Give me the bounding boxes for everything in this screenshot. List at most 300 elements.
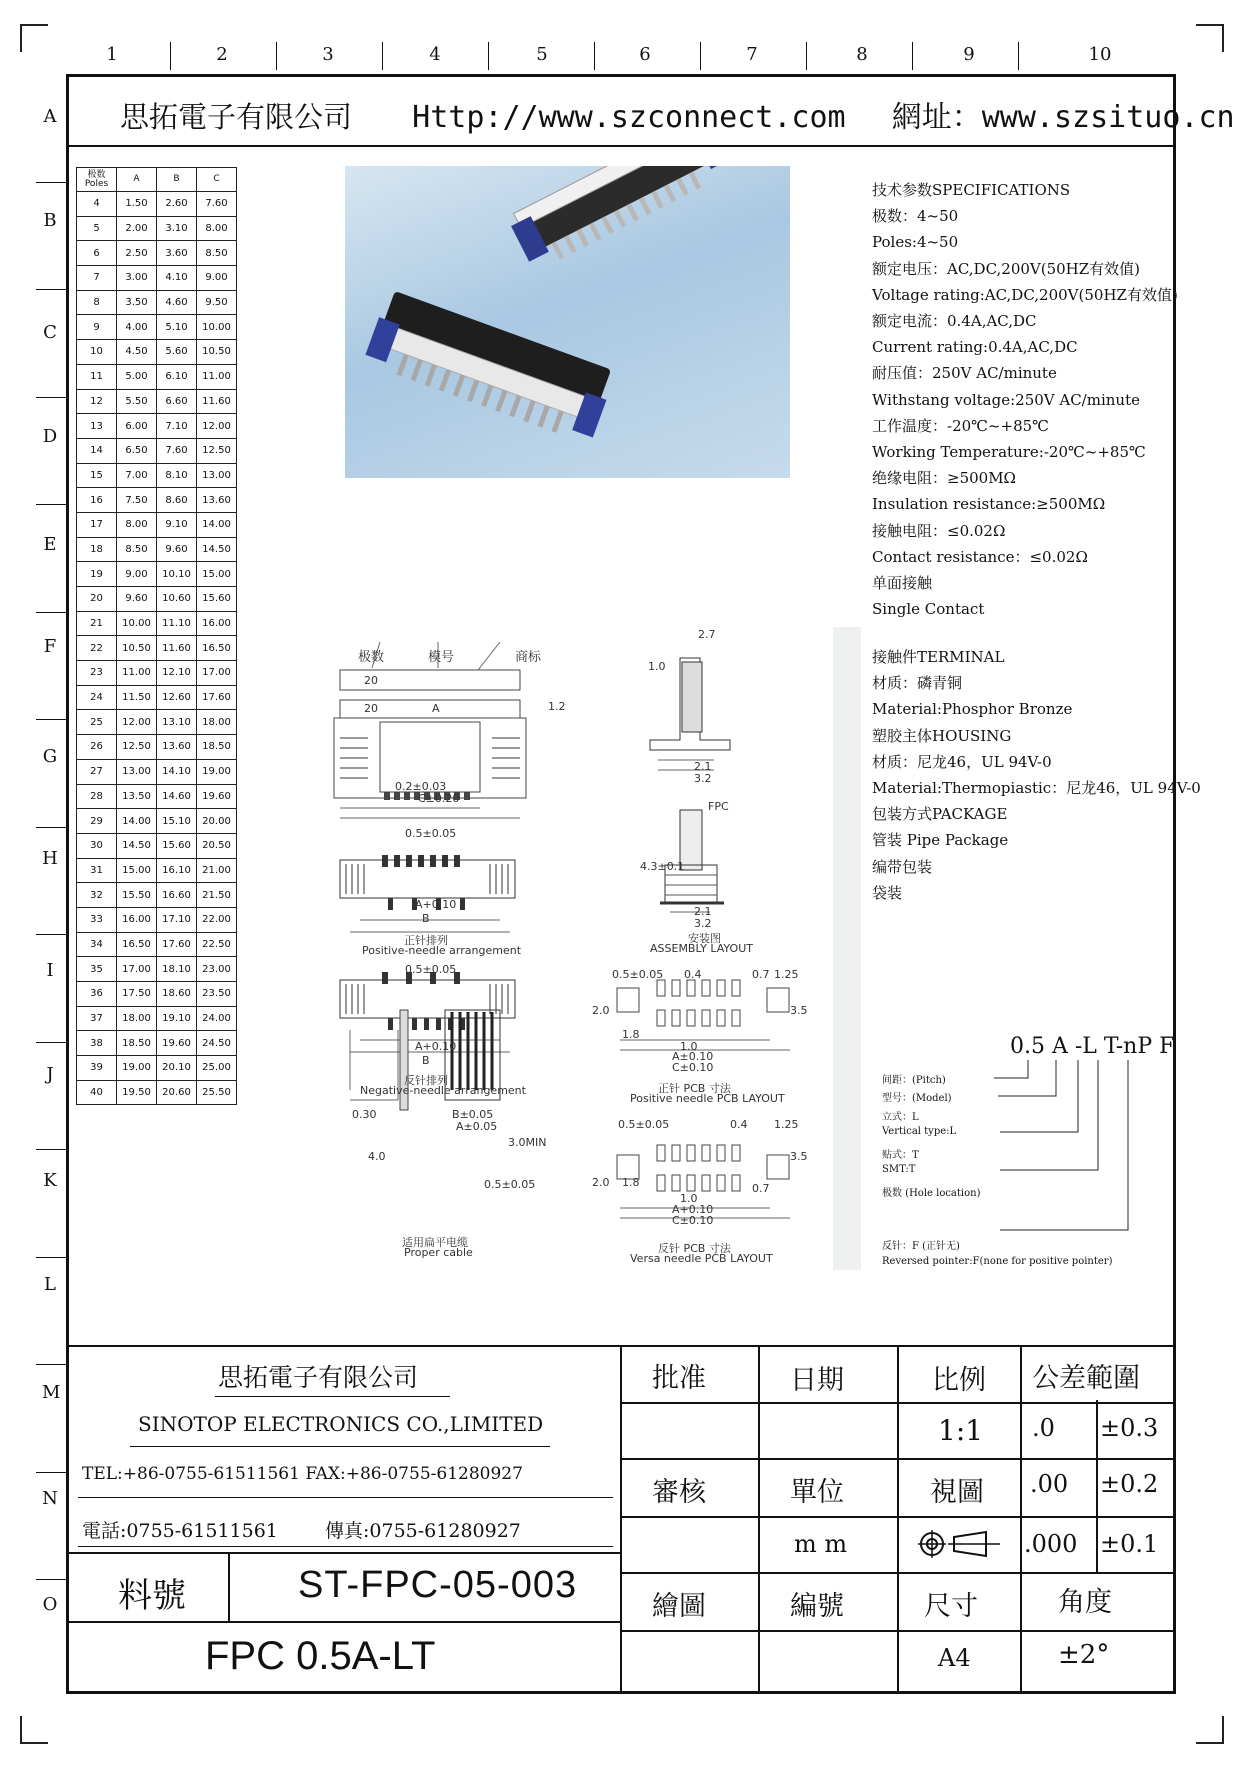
table-row — [77, 784, 237, 809]
row-letter: A — [43, 106, 57, 127]
table-cell: 15.00 — [197, 562, 237, 587]
part-number-def: 立式：L — [882, 1112, 919, 1123]
tb-line-r3 — [620, 1516, 1173, 1518]
label-pcb2-35: 3.5 — [790, 1150, 808, 1163]
tb-tol-000-val: ±0.1 — [1100, 1530, 1159, 1558]
table-cell: 16.10 — [157, 858, 197, 883]
label-dim-32b: 3.2 — [694, 917, 712, 930]
table-cell: 23.00 — [197, 957, 237, 982]
tb-vline-c3 — [1020, 1345, 1022, 1691]
table-cell: 19.00 — [117, 1056, 157, 1081]
table-cell: 14.50 — [197, 537, 237, 562]
table-cell: 11.60 — [157, 636, 197, 661]
table-cell: 18.10 — [157, 957, 197, 982]
table-cell: 10.00 — [197, 315, 237, 340]
row-letter: L — [44, 1274, 56, 1295]
part-number-def: 型号：(Model) — [882, 1093, 952, 1104]
tb-line-left-3 — [78, 1497, 613, 1498]
spec-line: Working Temperature:-20℃~+85℃ — [872, 443, 1146, 462]
label-fpc: FPC — [708, 800, 729, 813]
table-cell: 19.00 — [197, 759, 237, 784]
table-row — [77, 364, 237, 389]
tb-company-en: SINOTOP ELECTRONICS CO.,LIMITED — [138, 1412, 544, 1436]
table-cell: 3.10 — [157, 216, 197, 241]
table-cell: 7.60 — [157, 438, 197, 463]
table-cell: 7.60 — [197, 192, 237, 217]
spec-line: 额定电流：0.4A,AC,DC — [872, 312, 1037, 331]
label-dim-27: 2.7 — [698, 628, 716, 641]
spec-line: Poles:4~50 — [872, 233, 959, 252]
table-cell: 15.50 — [117, 883, 157, 908]
table-header-cell: C — [197, 168, 237, 192]
table-cell: 25.00 — [197, 1056, 237, 1081]
label-dim-43: 4.3±0.1 — [640, 860, 685, 873]
part-number-def: 反针：F (正针无) — [882, 1241, 960, 1252]
part-number-def: SMT:T — [882, 1164, 916, 1175]
row-letter: K — [43, 1170, 57, 1191]
label-p05b: 0.5±0.05 — [405, 963, 457, 976]
table-row — [77, 1006, 237, 1031]
table-row — [77, 883, 237, 908]
table-cell: 12 — [77, 389, 117, 414]
table-cell: 14.00 — [197, 512, 237, 537]
spec-line: 额定电压：AC,DC,200V(50HZ有效值) — [872, 259, 1141, 278]
table-cell: 4.10 — [157, 266, 197, 291]
table-cell: 17.50 — [117, 982, 157, 1007]
table-row — [77, 809, 237, 834]
label-cab-A: A±0.05 — [456, 1120, 498, 1133]
projection-symbol-icon — [918, 1528, 1002, 1560]
table-row — [77, 932, 237, 957]
table-cell: 18.00 — [197, 710, 237, 735]
tb-tol-00: .00 — [1030, 1470, 1069, 1498]
table-cell: 39 — [77, 1056, 117, 1081]
table-row — [77, 759, 237, 784]
column-number: 7 — [746, 44, 758, 65]
tb-line-left-5 — [69, 1552, 622, 1554]
spec-line: 编带包装 — [872, 857, 933, 876]
table-cell: 22.00 — [197, 907, 237, 932]
table-cell: 12.50 — [117, 735, 157, 760]
tb-vline-c1 — [758, 1345, 760, 1691]
label-neg-en: Negative-needle arrangement — [360, 1084, 526, 1097]
part-number-leaders — [960, 1058, 1160, 1248]
label-pcb2-18: 1.8 — [622, 1176, 640, 1189]
column-number: 4 — [429, 44, 441, 65]
table-cell: 11.60 — [197, 389, 237, 414]
label-pcb2-04: 0.4 — [730, 1118, 748, 1131]
label-pcb1-35: 3.5 — [790, 1004, 808, 1017]
table-cell: 6.60 — [157, 389, 197, 414]
label-pcb2-en: Versa needle PCB LAYOUT — [630, 1252, 773, 1265]
table-row — [77, 1080, 237, 1105]
table-cell: 8.00 — [117, 512, 157, 537]
label-pos-cn: 正针排列 — [404, 934, 448, 947]
table-cell: 6.10 — [157, 364, 197, 389]
table-cell: 16.50 — [117, 932, 157, 957]
table-cell: 29 — [77, 809, 117, 834]
table-cell: 13.50 — [117, 784, 157, 809]
table-cell: 11.10 — [157, 611, 197, 636]
column-tick — [382, 42, 383, 70]
table-cell: 18.50 — [117, 1031, 157, 1056]
row-tick — [36, 934, 66, 935]
table-cell: 20 — [77, 587, 117, 612]
table-cell: 15.00 — [117, 858, 157, 883]
row-letter: I — [46, 960, 54, 981]
spec-line: 耐压值：250V AC/minute — [872, 364, 1057, 383]
table-cell: 13.60 — [197, 488, 237, 513]
table-cell: 13.00 — [197, 463, 237, 488]
table-cell: 23 — [77, 661, 117, 686]
table-cell: 11 — [77, 364, 117, 389]
row-tick — [36, 1579, 66, 1580]
table-cell: 12.00 — [117, 710, 157, 735]
label-dim-21a: 2.1 — [694, 760, 712, 773]
spec-line: Material:Phosphor Bronze — [872, 700, 1073, 719]
table-cell: 9.10 — [157, 512, 197, 537]
spec-line: 绝缘电阻：≥500MΩ — [872, 469, 1016, 488]
table-cell: 14.60 — [157, 784, 197, 809]
tb-vline-main — [620, 1345, 622, 1691]
label-A010a: A+0.10 — [415, 898, 457, 911]
spec-line: Contact resistance：≤0.02Ω — [872, 547, 1088, 566]
table-cell: 15.60 — [157, 833, 197, 858]
spec-line: Current rating:0.4A,AC,DC — [872, 338, 1078, 357]
row-tick — [36, 827, 66, 828]
table-cell: 8.50 — [197, 241, 237, 266]
label-pcb2-C: C±0.10 — [672, 1214, 714, 1227]
table-cell: 8.00 — [197, 216, 237, 241]
part-number-def: 间距：(Pitch) — [882, 1075, 946, 1086]
spec-line: 包装方式PACKAGE — [872, 805, 1008, 824]
column-number: 8 — [856, 44, 868, 65]
tb-vline-partno — [228, 1552, 230, 1622]
table-cell: 15.60 — [197, 587, 237, 612]
table-cell: 15 — [77, 463, 117, 488]
table-cell: 18.50 — [197, 735, 237, 760]
spec-line: 材质：磷青铜 — [872, 674, 963, 693]
table-cell: 17.60 — [197, 685, 237, 710]
tb-product: FPC 0.5A-LT — [205, 1634, 436, 1678]
table-cell: 19.50 — [117, 1080, 157, 1105]
label-Ba: B — [422, 912, 430, 925]
spec-line: Insulation resistance:≥500MΩ — [872, 495, 1106, 514]
table-cell: 16.60 — [157, 883, 197, 908]
corner-mark-tr — [1196, 24, 1224, 52]
table-cell: 13 — [77, 414, 117, 439]
spec-line: 管装 Pipe Package — [872, 831, 1009, 850]
spec-line: 技术参数SPECIFICATIONS — [872, 181, 1071, 199]
table-cell: 38 — [77, 1031, 117, 1056]
table-cell: 19.10 — [157, 1006, 197, 1031]
table-cell: 11.00 — [117, 661, 157, 686]
column-number: 2 — [216, 44, 228, 65]
label-pcb2-A: A+0.10 — [672, 1203, 714, 1216]
table-cell: 1.50 — [117, 192, 157, 217]
label-A010b: A+0.10 — [415, 1040, 457, 1053]
table-row — [77, 611, 237, 636]
table-row — [77, 340, 237, 365]
table-cell: 5.60 — [157, 340, 197, 365]
table-row — [77, 907, 237, 932]
table-cell: 8 — [77, 290, 117, 315]
table-cell: 25 — [77, 710, 117, 735]
table-cell: 4 — [77, 192, 117, 217]
label-cab-40: 4.0 — [368, 1150, 386, 1163]
table-cell: 8.50 — [117, 537, 157, 562]
specifications-list — [872, 177, 1178, 622]
table-cell: 17 — [77, 512, 117, 537]
label-poles: 极数 — [358, 650, 385, 665]
label-dim-20b: 20 — [364, 702, 378, 715]
row-tick — [36, 612, 66, 613]
table-cell: 22 — [77, 636, 117, 661]
tb-number: 編號 — [790, 1591, 844, 1622]
table-cell: 26 — [77, 735, 117, 760]
label-pcb1-A: A±0.10 — [672, 1050, 714, 1063]
table-cell: 20.10 — [157, 1056, 197, 1081]
table-cell: 30 — [77, 833, 117, 858]
corner-mark-br — [1196, 1716, 1224, 1744]
label-p05a: 0.5±0.05 — [405, 827, 457, 840]
table-cell: 12.10 — [157, 661, 197, 686]
column-tick — [276, 42, 277, 70]
label-pcb1-10: 1.0 — [680, 1040, 698, 1053]
label-pcb1-18: 1.8 — [622, 1028, 640, 1041]
tb-tol-000: .000 — [1024, 1530, 1078, 1558]
label-Bb: B — [422, 1054, 430, 1067]
table-cell: 7.00 — [117, 463, 157, 488]
tb-line-r5 — [620, 1630, 1173, 1632]
table-cell: 9.60 — [157, 537, 197, 562]
spec-line: 工作温度：-20℃~+85℃ — [872, 416, 1049, 435]
label-dim-12: 1.2 — [548, 700, 566, 713]
corner-mark-tl — [20, 24, 48, 52]
table-cell: 3.50 — [117, 290, 157, 315]
table-cell: 16.00 — [117, 907, 157, 932]
table-cell: 6.50 — [117, 438, 157, 463]
row-tick — [36, 1472, 66, 1473]
column-number: 6 — [639, 44, 651, 65]
tb-unit: 單位 — [790, 1477, 844, 1508]
product-photo — [345, 166, 790, 478]
tb-unit-val: m m — [794, 1530, 848, 1558]
row-letter: E — [43, 534, 57, 555]
spec-line: Material:Thermopiastic：尼龙46，UL 94V-0 — [872, 779, 1201, 798]
label-pcb2-p: 0.5±0.05 — [618, 1118, 670, 1131]
table-row — [77, 661, 237, 686]
spec-line: Single Contact — [872, 600, 985, 619]
row-letter: H — [42, 848, 58, 869]
pole-dimension-table — [76, 167, 237, 1105]
table-cell: 13.00 — [117, 759, 157, 784]
table-cell: 22.50 — [197, 932, 237, 957]
table-cell: 37 — [77, 1006, 117, 1031]
part-number-def: 贴式：T — [882, 1150, 919, 1161]
label-pcb1-cn: 正针 PCB 寸法 — [658, 1082, 731, 1095]
table-row — [77, 537, 237, 562]
table-row — [77, 710, 237, 735]
tb-tol-0-val: ±0.3 — [1100, 1414, 1159, 1442]
table-row — [77, 982, 237, 1007]
table-cell: 14 — [77, 438, 117, 463]
table-cell: 40 — [77, 1080, 117, 1105]
table-cell: 17.10 — [157, 907, 197, 932]
table-cell: 20.60 — [157, 1080, 197, 1105]
table-cell: 19 — [77, 562, 117, 587]
label-dim-C: C±0.20 — [418, 792, 460, 805]
table-row — [77, 488, 237, 513]
table-row — [77, 636, 237, 661]
table-cell: 25.50 — [197, 1080, 237, 1105]
table-cell: 10.00 — [117, 611, 157, 636]
tb-tol-00-val: ±0.2 — [1100, 1470, 1159, 1498]
row-tick — [36, 1257, 66, 1258]
table-cell: 31 — [77, 858, 117, 883]
header-divider — [69, 145, 1173, 147]
row-letter: F — [43, 636, 57, 657]
label-pcb2-cn: 反针 PCB 寸法 — [658, 1242, 731, 1255]
label-dim-21b: 2.1 — [694, 905, 712, 918]
tb-review: 審核 — [652, 1477, 706, 1508]
column-tick — [170, 42, 171, 70]
column-number: 1 — [106, 44, 118, 65]
label-pcb1-20: 2.0 — [592, 1004, 610, 1017]
label-pcb2-20: 2.0 — [592, 1176, 610, 1189]
label-trademark: 商标 — [515, 650, 542, 665]
table-cell: 27 — [77, 759, 117, 784]
tb-angle-val: ±2° — [1058, 1640, 1110, 1670]
table-row — [77, 833, 237, 858]
row-letter: J — [46, 1064, 54, 1085]
table-cell: 9.60 — [117, 587, 157, 612]
column-tick — [488, 42, 489, 70]
label-model: 模号 — [428, 650, 455, 665]
materials-list — [872, 644, 1201, 906]
table-row — [77, 512, 237, 537]
column-tick — [1018, 42, 1019, 70]
label-pcb1-en: Positive needle PCB LAYOUT — [630, 1092, 785, 1105]
tb-line-r1 — [620, 1402, 1173, 1404]
column-number: 5 — [536, 44, 548, 65]
corner-mark-bl — [20, 1716, 48, 1744]
part-number-def: 极数 (Hole location) — [882, 1188, 981, 1199]
tb-line-left-4 — [78, 1546, 613, 1547]
table-cell: 9 — [77, 315, 117, 340]
table-cell: 5 — [77, 216, 117, 241]
table-cell: 12.00 — [197, 414, 237, 439]
table-cell: 19.60 — [197, 784, 237, 809]
label-pcb2-07: 0.7 — [752, 1182, 770, 1195]
table-cell: 18 — [77, 537, 117, 562]
table-cell: 32 — [77, 883, 117, 908]
table-cell: 9.00 — [197, 266, 237, 291]
table-row — [77, 685, 237, 710]
table-cell: 9.50 — [197, 290, 237, 315]
table-row — [77, 266, 237, 291]
table-row — [77, 389, 237, 414]
tb-angle: 角度 — [1058, 1587, 1112, 1618]
label-pcb1-125: 1.25 — [774, 968, 799, 981]
label-cab-030: 0.30 — [352, 1108, 377, 1121]
table-row — [77, 414, 237, 439]
tb-part-no-label: 料號 — [118, 1576, 186, 1616]
table-cell: 15.10 — [157, 809, 197, 834]
table-cell: 23.50 — [197, 982, 237, 1007]
table-cell: 13.10 — [157, 710, 197, 735]
spec-line: Withstang voltage:250V AC/minute — [872, 390, 1140, 409]
tb-vline-c4 — [1096, 1400, 1098, 1572]
tb-line-left-1 — [215, 1396, 450, 1397]
label-dim-32a: 3.2 — [694, 772, 712, 785]
label-pcb2-10: 1.0 — [680, 1192, 698, 1205]
label-pcb2-125: 1.25 — [774, 1118, 799, 1131]
header-banner — [120, 92, 1235, 136]
table-cell: 10.50 — [117, 636, 157, 661]
spec-line: 单面接触 — [872, 574, 933, 593]
header-company: 思拓電子有限公司 — [120, 100, 353, 134]
row-tick — [36, 504, 66, 505]
label-dim-02: 0.2±0.03 — [395, 780, 447, 793]
table-cell: 9.00 — [117, 562, 157, 587]
table-cell: 4.50 — [117, 340, 157, 365]
table-cell: 6 — [77, 241, 117, 266]
connector-photo-illustration — [345, 166, 790, 478]
label-pcb1-C: C±0.10 — [672, 1061, 714, 1074]
table-cell: 4.60 — [157, 290, 197, 315]
tb-company-cn: 思拓電子有限公司 — [218, 1363, 419, 1392]
label-pcb1-p: 0.5±0.05 — [612, 968, 664, 981]
label-cab-en: Proper cable — [404, 1246, 473, 1259]
table-cell: 14.10 — [157, 759, 197, 784]
label-cab-cn: 适用扁平电缆 — [402, 1236, 468, 1249]
table-row — [77, 1056, 237, 1081]
tb-line-left-6 — [69, 1621, 622, 1623]
tb-tel-fax: TEL:+86-0755-61511561 FAX:+86-0755-61280927 — [82, 1464, 523, 1484]
tb-size-val: A4 — [938, 1644, 971, 1672]
table-cell: 36 — [77, 982, 117, 1007]
row-letter: M — [42, 1382, 61, 1403]
tb-fax-cn: 傳真:0755-61280927 — [325, 1520, 521, 1542]
tb-date: 日期 — [790, 1365, 844, 1396]
table-cell: 3.00 — [117, 266, 157, 291]
table-cell: 10.10 — [157, 562, 197, 587]
table-row — [77, 290, 237, 315]
table-cell: 34 — [77, 932, 117, 957]
table-cell: 24 — [77, 685, 117, 710]
tb-drawing: 繪圖 — [652, 1591, 706, 1622]
table-cell: 10.60 — [157, 587, 197, 612]
table-cell: 4.00 — [117, 315, 157, 340]
table-row — [77, 241, 237, 266]
table-cell: 6.00 — [117, 414, 157, 439]
column-number: 3 — [322, 44, 334, 65]
row-tick — [36, 719, 66, 720]
table-row — [77, 192, 237, 217]
row-letter: O — [42, 1594, 58, 1615]
table-cell: 8.10 — [157, 463, 197, 488]
table-cell: 3.60 — [157, 241, 197, 266]
table-cell: 28 — [77, 784, 117, 809]
table-row — [77, 735, 237, 760]
column-tick — [806, 42, 807, 70]
row-tick — [36, 1042, 66, 1043]
table-cell: 11.00 — [197, 364, 237, 389]
table-cell: 2.00 — [117, 216, 157, 241]
part-number-def: Reversed pointer:F(none for positive pointer) — [882, 1256, 1113, 1267]
table-cell: 2.50 — [117, 241, 157, 266]
